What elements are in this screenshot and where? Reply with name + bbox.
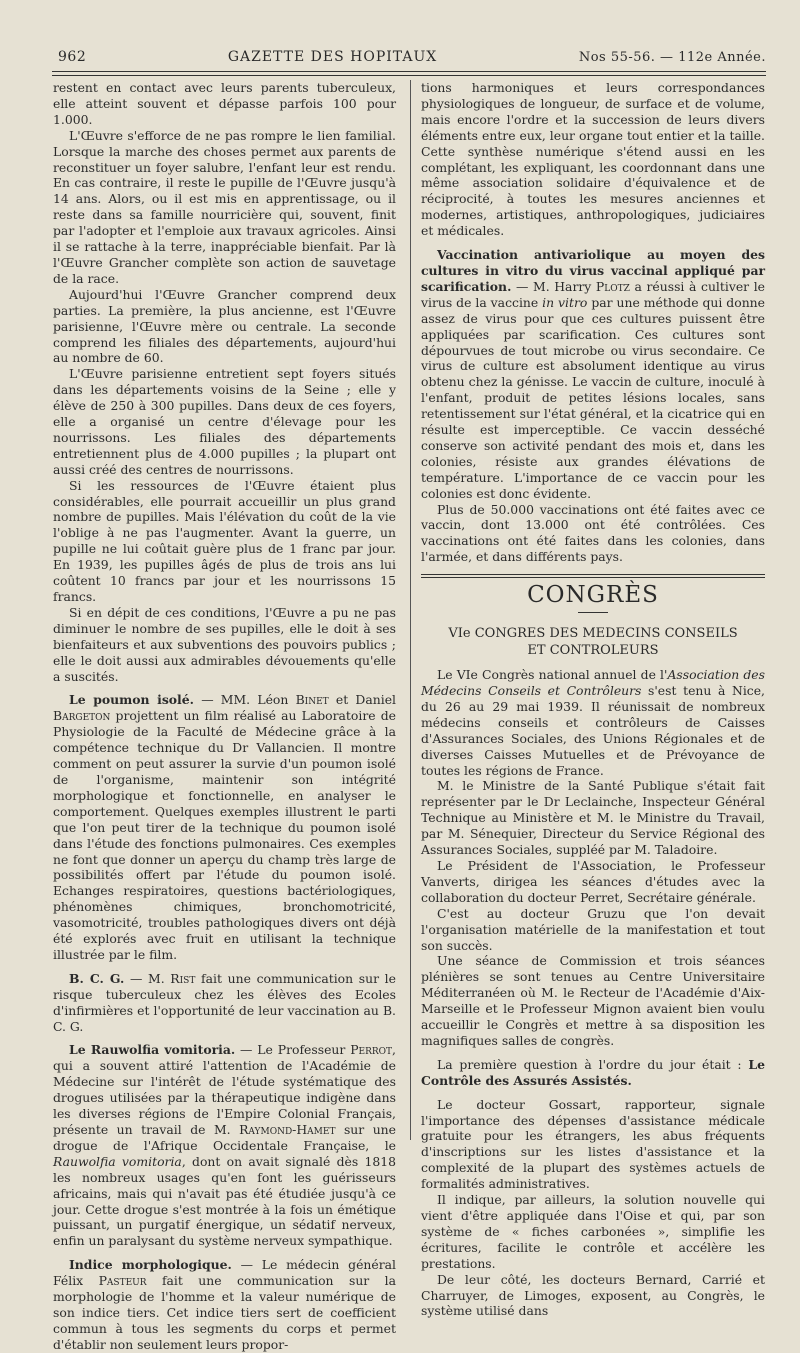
paragraph: Si en dépit de ces conditions, l'Œuvre a pu ne pas diminuer le nombre de ses pupilles, elle le doit à ses bienfaiteurs et aux subventions des pouvoirs publics ; elle le doit aussi aux admirables dévouements qu'elle a suscités. (53, 604, 396, 684)
paragraph: tions harmoniques et leurs correspondances physiologiques de longueur, de surface et de volume, mais encore l'ordre et la succession de leurs divers éléments entre eux, leur organe tout entier et la taille. Cette synthèse numérique s'étend aussi en les complétant, les expliquant, les coordonnant dans une même association solidaire d'équivalence et de réciprocité, à toutes les mesures anciennes et modernes, artistiques, anthropologiques, judiciaires et médicales. (421, 80, 765, 239)
author-name: Binet (295, 692, 329, 708)
paragraph: M. le Ministre de la Santé Publique s'était fait représenter par le Dr Leclainche, Inspecteur Général Technique au Ministère et M. le Ministre du Travail, par M. Sénequier, Directeur du Service Régional des Assurances Sociales, suppléé par M. Taladoire. (421, 778, 765, 858)
author-name: Perrot (350, 1042, 393, 1058)
paragraph: L'Œuvre parisienne entretient sept foyers situés dans les départements voisins de la Seine ; elle y élève de 250 à 300 pupilles. Dans deux de ces foyers, elle a organisé un centre d'élevage pour les nourrissons. Les filiales des départements entretiennent plus de 4.000 pupilles ; la plupart ont aussi créé des centres de nourrissons. (53, 366, 396, 477)
paragraph: Le Président de l'Association, le Professeur Vanverts, dirigea les séances d'études avec la collaboration du docteur Perret, Secrétaire générale. (421, 857, 765, 905)
paragraph: De leur côté, les docteurs Bernard, Carrié et Charruyer, de Limoges, exposent, au Congrès, le système utilisé dans (421, 1271, 765, 1319)
author-name: Rist (170, 970, 196, 986)
page-header (58, 44, 766, 70)
journal-title: GAZETTE DES HOPITAUX (227, 49, 438, 65)
heading-controle: Le Contrôle des Assurés Assistés. (421, 1056, 765, 1088)
heading-poumon-isole: Le poumon isolé. (69, 692, 194, 708)
issue-number: Nos 55-56. — 112e Année. (578, 49, 766, 65)
congress-subtitle: VIe CONGRES DES MEDECINS CONSEILS ET CONTROLEURS (448, 626, 738, 659)
header-rule-top (52, 71, 766, 72)
header-rule-bottom (52, 75, 766, 76)
heading-bcg: B. C. G. (69, 970, 125, 986)
paragraph-bcg: B. C. G. — M. Rist fait une communication sur le risque tuberculeux chez les élèves des Ecoles d'infirmières et l'opportunité de leur vaccination au B. C. G. (53, 970, 396, 1034)
author-name: Raymond-Hamet (239, 1122, 336, 1137)
paragraph: Plus de 50.000 vaccinations ont été faites avec ce vaccin, dont 13.000 ont été contrôlées. Ces vaccinations ont été faites dans les colonies, dans l'armée, et dans différents pays. (421, 501, 765, 565)
heading-vaccination: Vaccination antivariolique au moyen des cultures in vitro du virus vaccinal appliqué par scarification. (421, 247, 765, 294)
heading-indice: Indice morphologique. (69, 1257, 232, 1273)
section-rule (421, 577, 765, 578)
paragraph: Il indique, par ailleurs, la solution nouvelle qui vient d'être appliquée dans l'Oise et qui, par son système de « fiches carbonées », simplifie les écritures, facilite le contrôle et accélère les prestations. (421, 1192, 765, 1271)
author-name: Plotz (595, 278, 630, 294)
paragraph: Une séance de Commission et trois séances plénières se sont tenues au Centre Universitaire Méditerranéen où M. le Recteur de l'Académie d'Aix-Marseille et le Professeur Mignon avaient bien voulu accueillir le Congrès et mettre à sa disposition les magnifiques salles de congrès. (421, 953, 765, 1048)
paragraph: La première question à l'ordre du jour était : Le Contrôle des Assurés Assistés. (421, 1056, 765, 1088)
section-title: CONGRÈS (527, 582, 659, 609)
paragraph: L'Œuvre s'efforce de ne pas rompre le lien familial. Lorsque la marche des choses permet aux parents de reconstituer un foyer salubre, l'enfant leur est rendu. En cas contraire, il reste le pupille de l'Œuvre jusqu'à 14 ans. Alors, ou il est mis en apprentissage, ou il reste dans sa famille nourricière qui, souvent, finit par l'adopter et l'emploie aux travaux agricoles. Ainsi il se rattache à la terre, inappréciable bienfait. Par là l'Œuvre Grancher complète son action de sauvetage de la race. (53, 127, 396, 286)
right-column (421, 80, 765, 1319)
paragraph: restent en contact avec leurs parents tuberculeux, elle atteint souvent et dépasse parfois 100 pour 1.000. (53, 80, 396, 127)
column-divider (410, 80, 411, 1140)
title-underline (578, 612, 608, 613)
species-name: Rauwolfia vomitoria (53, 1153, 182, 1169)
page-number: 962 (58, 49, 87, 65)
paragraph: Le VIe Congrès national annuel de l'Association des Médecins Conseils et Contrôleurs s'est tenu à Nice, du 26 au 29 mai 1939. Il réunissait de nombreux médecins conseils et contrôleurs de Caisses d'Assurances Sociales, des Unions Régionales et de diverses Caisses Mutuelles et de Prévoyance de toutes les régions de France. (421, 667, 766, 778)
heading-rauwolfia: Le Rauwolfia vomitoria. (69, 1042, 236, 1058)
paragraph: C'est au docteur Gruzu que l'on devait l'organisation matérielle de la manifestation et tout son succès. (421, 905, 765, 953)
author-name: Bargeton (53, 708, 111, 724)
paragraph: Si les ressources de l'Œuvre étaient plus considérables, elle pourrait accueillir un plus grand nombre de pupilles. Mais l'élévation du coût de la vie l'oblige à ne pas l'augmenter. Avant la guerre, un pupille ne lui coûtait guère plus de 1 franc par jour. En 1939, les pupilles âgés de plus de trois ans lui coûtent 10 francs par jour et les nourrissons 15 francs. (53, 477, 396, 604)
author-name: Pasteur (98, 1273, 147, 1289)
paragraph: Le docteur Gossart, rapporteur, signale l'importance des dépenses d'assistance médicale gratuite pour les étrangers, les abus fréquents d'inscriptions sur les listes d'assistance et la complexité de la plupart des systèmes actuels de formalités administratives. (421, 1096, 765, 1192)
paragraph: Aujourd'hui l'Œuvre Grancher comprend deux parties. La première, la plus ancienne, est l'Œuvre parisienne, l'Œuvre mère ou centrale. La seconde comprend les filiales des départements, aujourd'hui au nombre de 60. (53, 286, 396, 366)
paragraph-indice: Indice morphologique. — Le médecin général Félix Pasteur fait une communication sur la morphologie de l'homme et la valeur numérique de son indice tiers. Cet indice tiers sert de coefficient commun à tous les segments du corps et permet d'établir non seulement leurs propor- (53, 1257, 397, 1352)
section-rule (421, 574, 765, 575)
paragraph-vaccination: Vaccination antivariolique au moyen des cultures in vitro du virus vaccinal appliqué par scarification. — M. Harry Plotz a réussi à cultiver le virus de la vaccine in vitro par une méthode qui donne assez de virus pour que ces cultures puissent être appliquées par scarification. Ces cultures sont dépourvues de tout microbe ou virus secondaire. Ce virus de culture est absolument identique au virus obtenu chez la génisse. Le vaccin de culture, inoculé à l'enfant, produit de petites lésions locales, sans retentissement sur l'état général, et la cicatrice qui en résulte est imperceptible. Ce vaccin desséché conserve son activité pendant des mois et, dans les colonies, résiste aux grandes élévations de température. L'importance de ce vaccin pour les colonies est donc évidente. (421, 247, 765, 501)
left-column (53, 80, 396, 1353)
paragraph-rauwolfia: Le Rauwolfia vomitoria. — Le Professeur Perrot, qui a souvent attiré l'attention de l'Académie de Médecine sur l'intérêt de l'étude systématique des drogues utilisées par la thérapeutique indigène dans les diverses régions de l'Empire Colonial Français, présente un travail de M. Raymond-Hamet sur une drogue de l'Afrique Occidentale Française, le Rauwolfia vomitoria, dont on avait signalé dès 1818 les nombreux usages qu'en font les guérisseurs africains, mais qui n'avait pas été étudiée jusqu'à ce jour. Cette drogue s'est montrée à la fois un émétique puissant, un purgatif énergique, un sédatif nerveux, enfin un paralysant du système nerveux sympathique. (53, 1042, 397, 1249)
paragraph-poumon-isole: Le poumon isolé. — MM. Léon Binet et Daniel Bargeton projettent un film réalisé au Laboratoire de Physiologie de la Faculté de Médecine grâce à la compétence technique du Dr Vallancien. Il montre comment on peut assurer la survie d'un poumon isolé de l'organisme, maintenir son intégrité morphologique et fonctionnelle, en analyser le comportement. Quelques exemples illustrent le parti que l'on peut tirer de la technique du poumon isolé dans l'étude des fonctions pulmonaires. Ces exemples ne font que donner un aperçu du champ très large de possibilités offert par l'étude du poumon isolé. Echanges respiratoires, questions bactériologiques, phénomènes chimiques, bronchomotricité, vasomotricité, troubles pathologiques divers ont déjà été explorés avec fruit en utilisant la technique illustrée par le film. (53, 692, 396, 962)
